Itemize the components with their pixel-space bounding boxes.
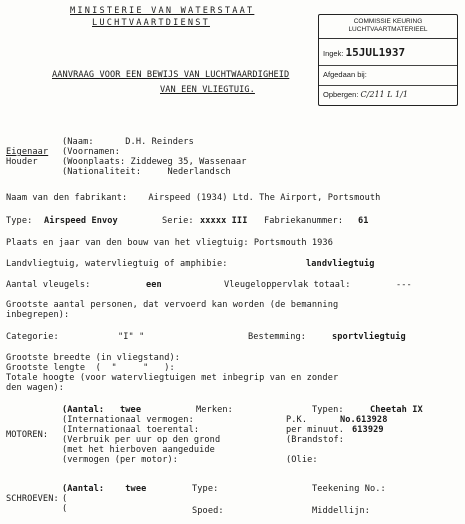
purpose-value: sportvliegtuig [332,332,406,342]
purpose-label: Bestemming: [248,332,307,342]
stamp-date: 15JUL1937 [345,46,406,59]
engines-fuel-label: (Brandstof: [286,435,345,445]
owner-name: (Naam: D.H. Reinders [62,137,194,147]
engines-count: (Aantal: twee [62,405,142,415]
engines-consumption-line2: (met het hierboven aangeduide [62,445,215,455]
stamp-opbergen-value: C/211 L 1/1 [360,90,408,99]
stamp-commission-line2: LUCHTVAARTMATERIEEL [348,26,428,33]
engines-consumption-line3: (vermogen (per motor): [62,455,179,465]
persons-line2: inbegrepen): [6,310,70,320]
engine-number-2: 613929 [352,425,384,435]
engine-number-1: No.613928 [340,415,388,425]
department-heading: LUCHTVAARTDIENST [92,18,210,28]
stamp-divider-2 [319,85,457,86]
stamp-ingek-label: Ingek: [323,49,344,58]
ministry-heading: MINISTERIE VAN WATERSTAAT [70,6,255,16]
engines-type-value: Cheetah IX [370,405,423,415]
propellers-pitch-label: Spoed: [192,506,224,516]
wings-value: een [146,280,162,290]
stamp-commission-line1: COMMISSIE KEURING [353,18,423,25]
owner-nationality: (Nationaliteit: Nederlandsch [62,167,231,177]
engines-consumption: (Verbruik per uur op den grond [62,435,221,445]
category-label: Categorie: [6,332,59,342]
manufacturer-field: Naam van den fabrikant: Airspeed (1934) Ltd. The Airport, Portsmouth [6,193,381,203]
wings-label: Aantal vleugels: [6,280,91,290]
owner-label: Eigenaar [6,147,49,157]
engines-make-label: Merken: [196,405,233,415]
form-title-line1: AANVRAAG VOOR EEN BEWIJS VAN LUCHTWAARDIGHEID [52,70,290,80]
aircraft-kind-label: Landvliegtuig, watervliegtuig of amphibie: [6,259,228,269]
propellers-type-label: Type: [192,484,219,494]
engines-label: MOTOREN: [6,430,49,440]
stamp-opbergen-label: Opbergen: [323,90,359,99]
propellers-bracket-2: ( [62,504,68,514]
engines-per-minute: per minuut. [286,425,345,435]
category-value: "I" " [118,332,145,342]
total-height-line2: den wagen): [6,383,65,393]
form-title-line2: VAN EEN VLIEGTUIG. [160,85,255,95]
propellers-label: SCHROEVEN: [6,494,59,504]
type-label: Type: [6,216,33,226]
engines-intl-power: (Internationaal vermogen: [62,415,194,425]
stamp-header [319,15,457,39]
max-length-field: Grootste lengte ( " " ): [6,363,175,373]
type-value: Airspeed Envoy [44,216,118,226]
engines-type-label: Typen: [312,405,344,415]
stamp-opbergen-row [323,90,408,99]
wing-area-label: Vleugeloppervlak totaal: [224,280,351,290]
engines-intl-rpm: (Internationaal toerental: [62,425,200,435]
serial-number-label: Fabriekanummer: [264,216,344,226]
total-height-line1: Totale hoogte (voor watervliegtuigen met inbegrip van en zonder [6,373,339,383]
build-place-year: Plaats en jaar van den bouw van het vliegtuig: Portsmouth 1936 [6,238,333,248]
propellers-diameter-label: Middellijn: [312,506,371,516]
serie-value: xxxxx III [200,216,248,226]
received-stamp [318,14,458,106]
holder-label: Houder [6,157,38,167]
wing-area-value: --- [396,280,412,290]
aircraft-kind-value: landvliegtuig [306,259,375,269]
engines-hp-unit: P.K. [286,415,308,425]
propellers-count: (Aantal: twee [62,484,147,494]
engines-oil-label: (Olie: [286,455,318,465]
serial-number-value: 61 [358,216,369,226]
propellers-bracket: ( [62,494,68,504]
stamp-ingek-row [323,46,405,59]
owner-firstnames: (Voornamen: [62,147,121,157]
max-width-field: Grootste breedte (in vliegstand): [6,353,181,363]
owner-residence: (Woonplaats: Ziddeweg 35, Wassenaar [62,157,247,167]
propellers-drawing-label: Teekening No.: [312,484,386,494]
stamp-divider-1 [319,65,457,66]
stamp-afgedaan-label: Afgedaan bij: [323,70,367,79]
serie-label: Serie: [162,216,194,226]
persons-line1: Grootste aantal personen, dat vervoerd kan worden (de bemanning [6,300,339,310]
